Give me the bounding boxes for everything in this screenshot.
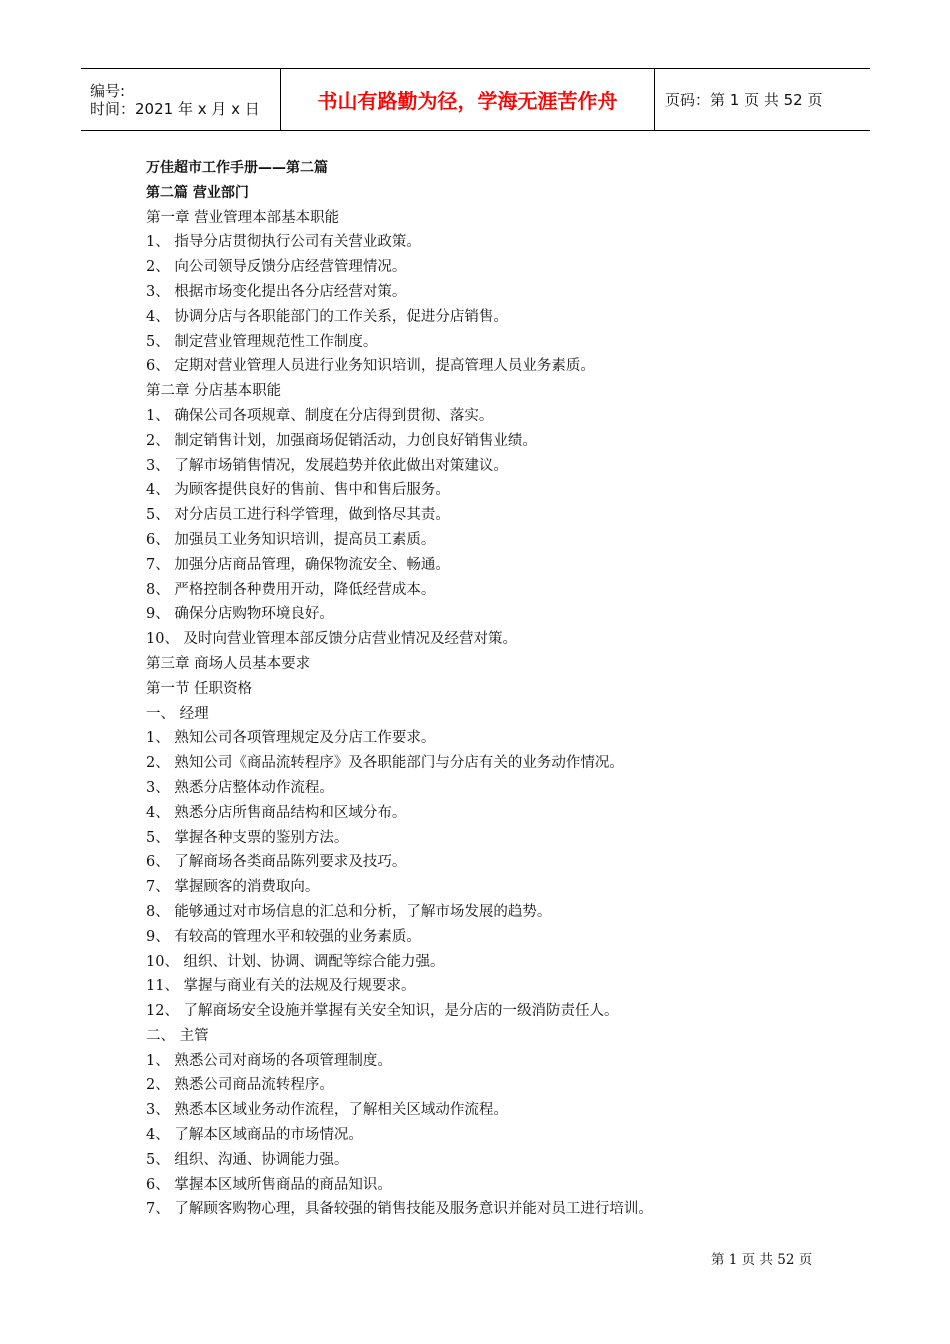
- document-number-label: 编号:: [90, 81, 126, 100]
- text-line: 1、 熟知公司各项管理规定及分店工作要求。: [146, 730, 436, 747]
- text-line: 2、 熟悉公司商品流转程序。: [146, 1077, 334, 1094]
- text-line: 6、 了解商场各类商品陈列要求及技巧。: [146, 854, 407, 871]
- text-line: 第三章 商场人员基本要求: [146, 655, 311, 672]
- document-body: [146, 156, 836, 1222]
- text-line: 3、 根据市场变化提出各分店经营对策。: [146, 283, 407, 300]
- header-motto: 书山有路勤为径，学海无涯苦作舟: [317, 89, 618, 113]
- document-time-label: 时间：2021 年 x 月 x 日: [90, 99, 260, 118]
- text-line: 3、 了解市场销售情况，发展趋势并依此做出对策建议。: [146, 457, 508, 474]
- text-line: 10、 组织、计划、协调、调配等综合能力强。: [146, 953, 445, 970]
- text-line: 2、 制定销售计划，加强商场促销活动，力创良好销售业绩。: [146, 432, 537, 449]
- text-line: 7、 加强分店商品管理，确保物流安全、畅通。: [146, 556, 450, 573]
- text-line: 10、 及时向营业管理本部反馈分店营业情况及经营对策。: [146, 631, 518, 648]
- text-line: 二、 主管: [146, 1027, 209, 1044]
- text-line: 一、 经理: [146, 705, 209, 722]
- document-heading: 万佳超市工作手册——第二篇: [146, 160, 328, 176]
- text-line: 5、 组织、沟通、协调能力强。: [146, 1151, 349, 1168]
- text-line: 7、 掌握顾客的消费取向。: [146, 879, 320, 896]
- text-line: 第二章 分店基本职能: [146, 383, 282, 400]
- text-line: 11、 掌握与商业有关的法规及行规要求。: [146, 978, 416, 995]
- text-line: 1、 指导分店贯彻执行公司有关营业政策。: [146, 234, 421, 251]
- page-header: [81, 68, 870, 131]
- text-line: 9、 有较高的管理水平和较强的业务素质。: [146, 928, 421, 945]
- text-line: 8、 能够通过对市场信息的汇总和分析，了解市场发展的趋势。: [146, 903, 552, 920]
- text-line: 1、 确保公司各项规章、制度在分店得到贯彻、落实。: [146, 407, 494, 424]
- text-line: 8、 严格控制各种费用开动，降低经营成本。: [146, 581, 436, 598]
- text-line: 4、 为顾客提供良好的售前、售中和售后服务。: [146, 482, 450, 499]
- text-line: 1、 熟悉公司对商场的各项管理制度。: [146, 1052, 392, 1069]
- text-line: 12、 了解商场安全设施并掌握有关安全知识，是分店的一级消防责任人。: [146, 1003, 619, 1020]
- text-line: 4、 协调分店与各职能部门的工作关系，促进分店销售。: [146, 308, 508, 325]
- text-line: 4、 了解本区域商品的市场情况。: [146, 1127, 363, 1144]
- text-line: 6、 定期对营业管理人员进行业务知识培训，提高管理人员业务素质。: [146, 358, 595, 375]
- text-line: 第一章 营业管理本部基本职能: [146, 209, 340, 226]
- text-line: 5、 掌握各种支票的鉴别方法。: [146, 829, 349, 846]
- footer-page-number: 第 1 页 共 52 页: [711, 1252, 813, 1268]
- document-heading: 第二篇 营业部门: [146, 184, 249, 201]
- text-line: 7、 了解顾客购物心理，具备较强的销售技能及服务意识并能对员工进行培训。: [146, 1201, 653, 1218]
- text-line: 3、 熟悉本区域业务动作流程，了解相关区域动作流程。: [146, 1102, 508, 1119]
- text-line: 4、 熟悉分店所售商品结构和区域分布。: [146, 804, 407, 821]
- text-line: 5、 对分店员工进行科学管理，做到恪尽其责。: [146, 507, 450, 524]
- text-line: 6、 掌握本区域所售商品的商品知识。: [146, 1176, 392, 1193]
- header-motto-cell: [281, 69, 655, 130]
- text-line: 9、 确保分店购物环境良好。: [146, 606, 334, 623]
- header-page-cell: [655, 69, 870, 130]
- header-meta-cell: [81, 69, 281, 130]
- text-line: 第一节 任职资格: [146, 680, 253, 697]
- text-line: 2、 熟知公司《商品流转程序》及各职能部门与分店有关的业务动作情况。: [146, 755, 624, 772]
- text-line: 2、 向公司领导反馈分店经营管理情况。: [146, 259, 407, 276]
- text-line: 5、 制定营业管理规范性工作制度。: [146, 333, 378, 350]
- text-line: 6、 加强员工业务知识培训，提高员工素质。: [146, 531, 436, 548]
- header-page-number: 页码：第 1 页 共 52 页: [665, 91, 823, 109]
- text-line: 3、 熟悉分店整体动作流程。: [146, 779, 334, 796]
